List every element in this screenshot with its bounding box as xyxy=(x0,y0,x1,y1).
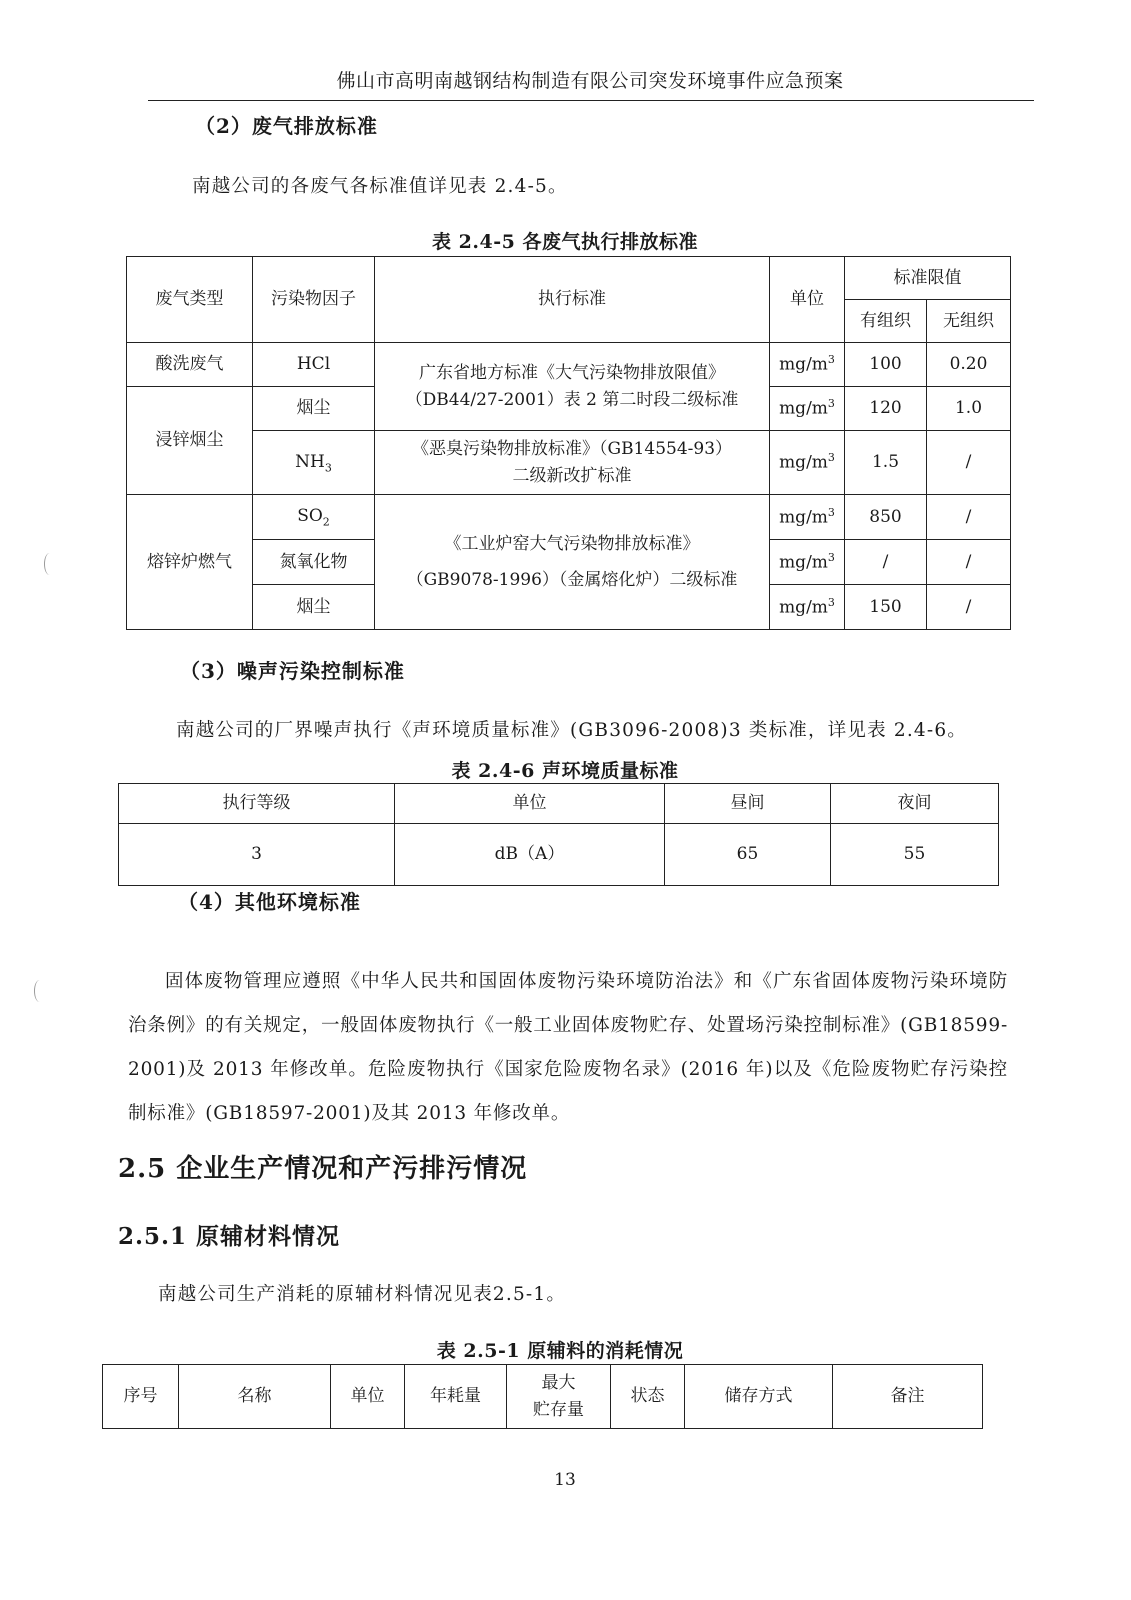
page-number: 13 xyxy=(554,1470,576,1490)
col-header-name: 名称 xyxy=(179,1365,331,1429)
organized-value: 100 xyxy=(845,343,927,387)
caption-table-2-4-5: 表 2.4-5 各废气执行排放标准 xyxy=(432,231,698,253)
col-header-unit: 单位 xyxy=(770,257,845,343)
caption-table-2-5-1: 表 2.5-1 原辅料的消耗情况 xyxy=(436,1340,684,1362)
col-header-unit: 单位 xyxy=(331,1365,405,1429)
col-header-state: 状态 xyxy=(611,1365,685,1429)
table-row xyxy=(119,824,999,886)
table-row xyxy=(127,495,1011,540)
section-2-5-heading: 2.5 企业生产情况和产污排污情况 xyxy=(118,1154,528,1184)
heading-other-standards: （4）其他环境标准 xyxy=(178,890,361,914)
factor-cell: 烟尘 xyxy=(253,387,375,431)
day-value: 65 xyxy=(665,824,831,886)
table-row xyxy=(127,343,1011,387)
unorganized-value: / xyxy=(927,585,1011,630)
organized-value: 850 xyxy=(845,495,927,540)
other-standards-paragraph: 固体废物管理应遵照《中华人民共和国固体废物污染环境防治法》和《广东省固体废物污染环境防治条例》的有关规定，一般固体废物执行《一般工业固体废物贮存、处置场污染控制标准》(GB18599-2001)及 2013 年修改单。危险废物执行《国家危险废物名录》(2016 年)以及《危险废物贮存污染控制标准》(GB18597-2001)及其 2013 年修改单。 xyxy=(128,971,1008,1124)
col-header-standard: 执行标准 xyxy=(375,257,770,343)
standard-line: 二级新改扩标准 xyxy=(512,465,632,486)
col-header-remark: 备注 xyxy=(833,1365,983,1429)
gas-type-cell: 熔锌炉燃气 xyxy=(127,495,253,630)
col-header-organized: 有组织 xyxy=(845,300,927,343)
heading-waste-gas: （2）废气排放标准 xyxy=(195,114,378,138)
night-value: 55 xyxy=(831,824,999,886)
organized-value: 120 xyxy=(845,387,927,431)
organized-value: 150 xyxy=(845,585,927,630)
unorganized-value: / xyxy=(927,431,1011,495)
col-header-unit: 单位 xyxy=(395,784,665,824)
col-header-storage: 储存方式 xyxy=(685,1365,833,1429)
standard-line: （GB9078-1996）（金属熔化炉）二级标准 xyxy=(406,570,738,590)
standard-line: 广东省地方标准《大气污染物排放限值》 xyxy=(419,363,725,384)
gas-type-cell: 酸洗废气 xyxy=(127,343,253,387)
standard-line: 《工业炉窑大气污染物排放标准》 xyxy=(444,533,700,554)
unit-cell: $mg/m^3$ xyxy=(770,495,845,540)
col-header-night: 夜间 xyxy=(831,784,999,824)
organized-value: 1.5 xyxy=(845,431,927,495)
caption-table-2-4-6: 表 2.4-6 声环境质量标准 xyxy=(451,760,679,782)
intro-waste-gas: 南越公司的各废气各标准值详见表 2.4-5。 xyxy=(192,176,568,197)
gas-type-cell: 浸锌烟尘 xyxy=(127,387,253,495)
section-2-5-1-heading: 2.5.1 原辅材料情况 xyxy=(118,1223,341,1250)
grade-cell: 3 xyxy=(119,824,395,886)
heading-noise: （3）噪声污染控制标准 xyxy=(180,659,405,683)
unit-cell: $mg/m^3$ xyxy=(770,431,845,495)
unit-cell: dB（A） xyxy=(395,824,665,886)
factor-cell: $SO_2$ xyxy=(253,495,375,540)
col-header-limit: 标准限值 xyxy=(845,257,1011,300)
unorganized-value: 0.20 xyxy=(927,343,1011,387)
organized-value: / xyxy=(845,540,927,585)
scan-artifact xyxy=(44,553,55,575)
col-header-grade: 执行等级 xyxy=(119,784,395,824)
unit-cell: $mg/m^3$ xyxy=(770,343,845,387)
col-header-factor: 污染物因子 xyxy=(253,257,375,343)
unit-cell: $mg/m^3$ xyxy=(770,387,845,431)
col-header-gas-type: 废气类型 xyxy=(127,257,253,343)
col-header-annual: 年耗量 xyxy=(405,1365,507,1429)
col-header-max-storage: 最大 贮存量 xyxy=(507,1365,611,1429)
standard-line: 《恶臭污染物排放标准》（GB14554-93） xyxy=(411,439,733,460)
header-rule xyxy=(148,100,1034,101)
factor-cell: 氮氧化物 xyxy=(253,540,375,585)
col-header-day: 昼间 xyxy=(665,784,831,824)
intro-noise: 南越公司的厂界噪声执行《声环境质量标准》(GB3096-2008)3 类标准，详见表 2.4-6。 xyxy=(176,720,967,741)
table-row xyxy=(127,431,1011,495)
table-2-4-6 xyxy=(118,783,999,886)
unorganized-value: / xyxy=(927,495,1011,540)
table-2-5-1 xyxy=(102,1364,983,1429)
factor-cell: $NH_3$ xyxy=(253,431,375,495)
unorganized-value: 1.0 xyxy=(927,387,1011,431)
table-2-4-5 xyxy=(126,256,1011,630)
standard-cell xyxy=(375,431,770,495)
standard-cell xyxy=(375,495,770,630)
col-header-no: 序号 xyxy=(103,1365,179,1429)
factor-cell: HCl xyxy=(253,343,375,387)
standard-cell xyxy=(375,343,770,431)
unit-cell: $mg/m^3$ xyxy=(770,540,845,585)
scan-artifact xyxy=(34,980,45,1002)
intro-materials: 南越公司生产消耗的原辅材料情况见表2.5-1。 xyxy=(158,1284,567,1305)
col-header-unorganized: 无组织 xyxy=(927,300,1011,343)
unorganized-value: / xyxy=(927,540,1011,585)
factor-cell: 烟尘 xyxy=(253,585,375,630)
other-standards-body xyxy=(128,960,1008,1136)
unit-cell: $mg/m^3$ xyxy=(770,585,845,630)
header-title: 佛山市高明南越钢结构制造有限公司突发环境事件应急预案 xyxy=(336,70,844,92)
standard-line: （DB44/27-2001）表 2 第二时段二级标准 xyxy=(405,389,739,410)
